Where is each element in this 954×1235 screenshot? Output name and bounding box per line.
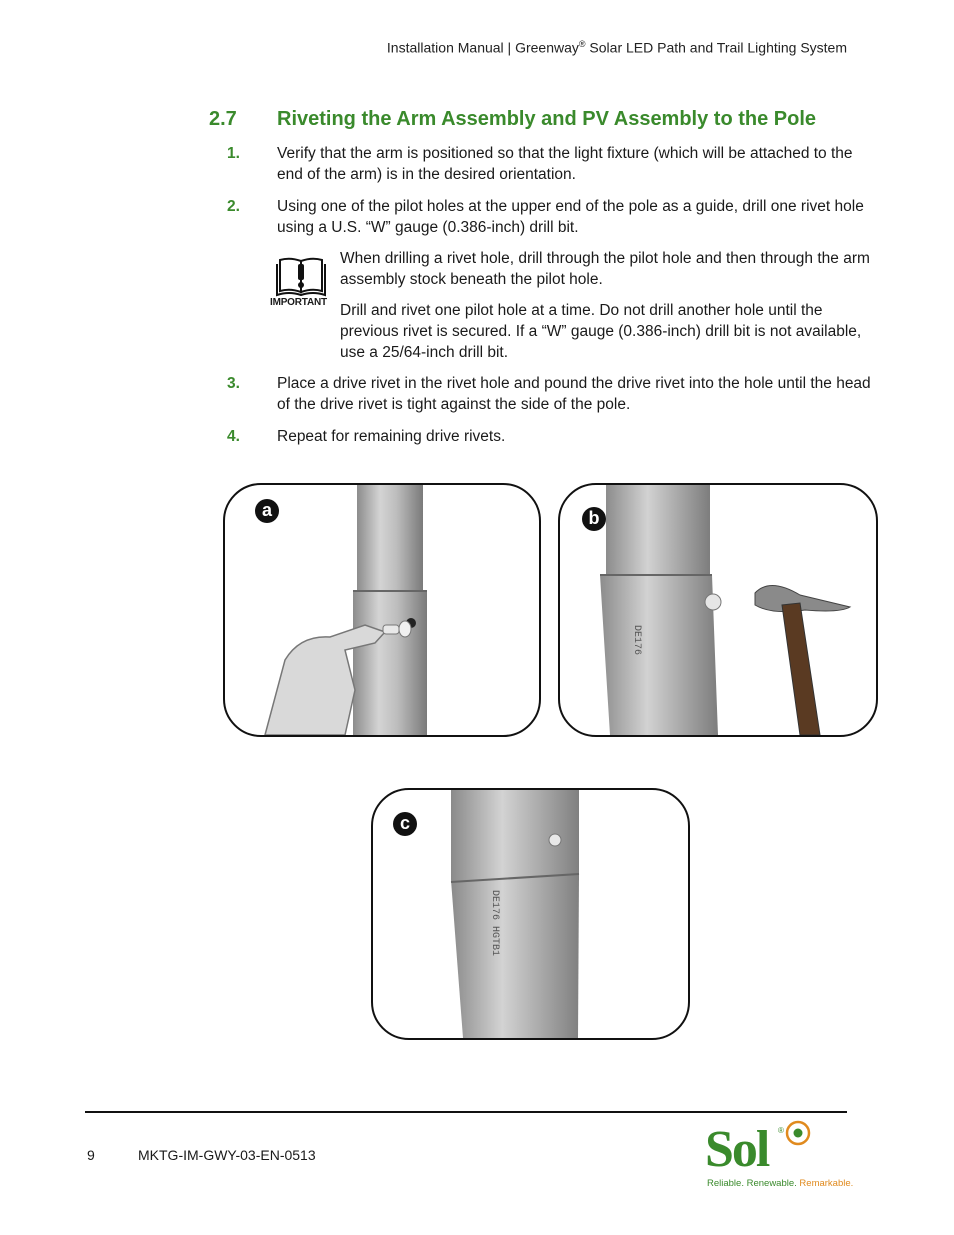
step-2 xyxy=(227,196,877,238)
page-number: 9 xyxy=(87,1147,95,1163)
sun-icon xyxy=(785,1120,811,1146)
photo-b xyxy=(558,483,878,737)
pole-drilling-photo xyxy=(225,485,539,735)
step-text: Using one of the pilot holes at the upper end of the pole as a guide, drill one rivet hole using a U.S. “W” gauge (0.386-inch) drill bit. xyxy=(277,198,864,236)
photo-label-a: a xyxy=(255,499,279,523)
important-note-2: Drill and rivet one pilot hole at a time. Do not drill another hole until the previous rivet is secured. If a “W” gauge (0.386-inch) drill bit is not available, use a 25/64-inch drill bit. xyxy=(340,302,862,361)
logo-wordmark: Sol xyxy=(705,1121,769,1178)
tagline-text: Reliable. Renewable. xyxy=(707,1178,800,1189)
important-icon xyxy=(268,254,338,312)
step-number: 1. xyxy=(227,145,240,162)
svg-text:DE176 HGTB1: DE176 HGTB1 xyxy=(489,890,500,957)
step-3 xyxy=(227,373,877,415)
header-reg-mark: ® xyxy=(578,39,586,49)
step-1 xyxy=(227,143,877,185)
section-title: Riveting the Arm Assembly and PV Assembly to the Pole xyxy=(277,108,817,130)
step-text: Repeat for remaining drive rivets. xyxy=(277,428,506,445)
important-label: IMPORTANT xyxy=(270,297,327,308)
document-code: MKTG-IM-GWY-03-EN-0513 xyxy=(138,1147,316,1163)
step-text: Verify that the arm is positioned so that the light fixture (which will be attached to the end of the arm) is in the desired orientation. xyxy=(277,145,853,183)
section-heading xyxy=(209,108,816,131)
tagline-highlight: Remarkable. xyxy=(799,1178,854,1189)
hammer-rivet-photo xyxy=(560,485,876,735)
photo-a xyxy=(223,483,541,737)
section-number: 2.7 xyxy=(209,108,237,130)
step-text: Place a drive rivet in the rivet hole and pound the drive rivet into the hole until the head of the drive rivet is tight against the side of the pole. xyxy=(277,375,871,413)
important-note-1: When drilling a rivet hole, drill through the pilot hole and then through the arm assembly stock beneath the pilot hole. xyxy=(340,250,870,288)
step-number: 3. xyxy=(227,375,240,392)
step-number: 4. xyxy=(227,428,240,445)
header-suffix: Solar LED Path and Trail Lighting System xyxy=(585,39,847,56)
sol-logo xyxy=(705,1120,854,1195)
photo-label-c: c xyxy=(393,812,417,836)
step-number: 2. xyxy=(227,198,240,215)
header-prefix: Installation Manual | Greenway xyxy=(386,39,579,56)
step-4 xyxy=(227,426,877,447)
photo-c xyxy=(371,788,690,1040)
logo-tagline xyxy=(707,1178,853,1189)
logo-reg-mark: ® xyxy=(778,1126,784,1135)
riveted-pole-photo xyxy=(373,790,688,1038)
svg-text:DE176: DE176 xyxy=(631,625,642,656)
running-header xyxy=(387,39,847,56)
footer-rule xyxy=(85,1111,847,1113)
photo-label-b: b xyxy=(582,507,606,531)
